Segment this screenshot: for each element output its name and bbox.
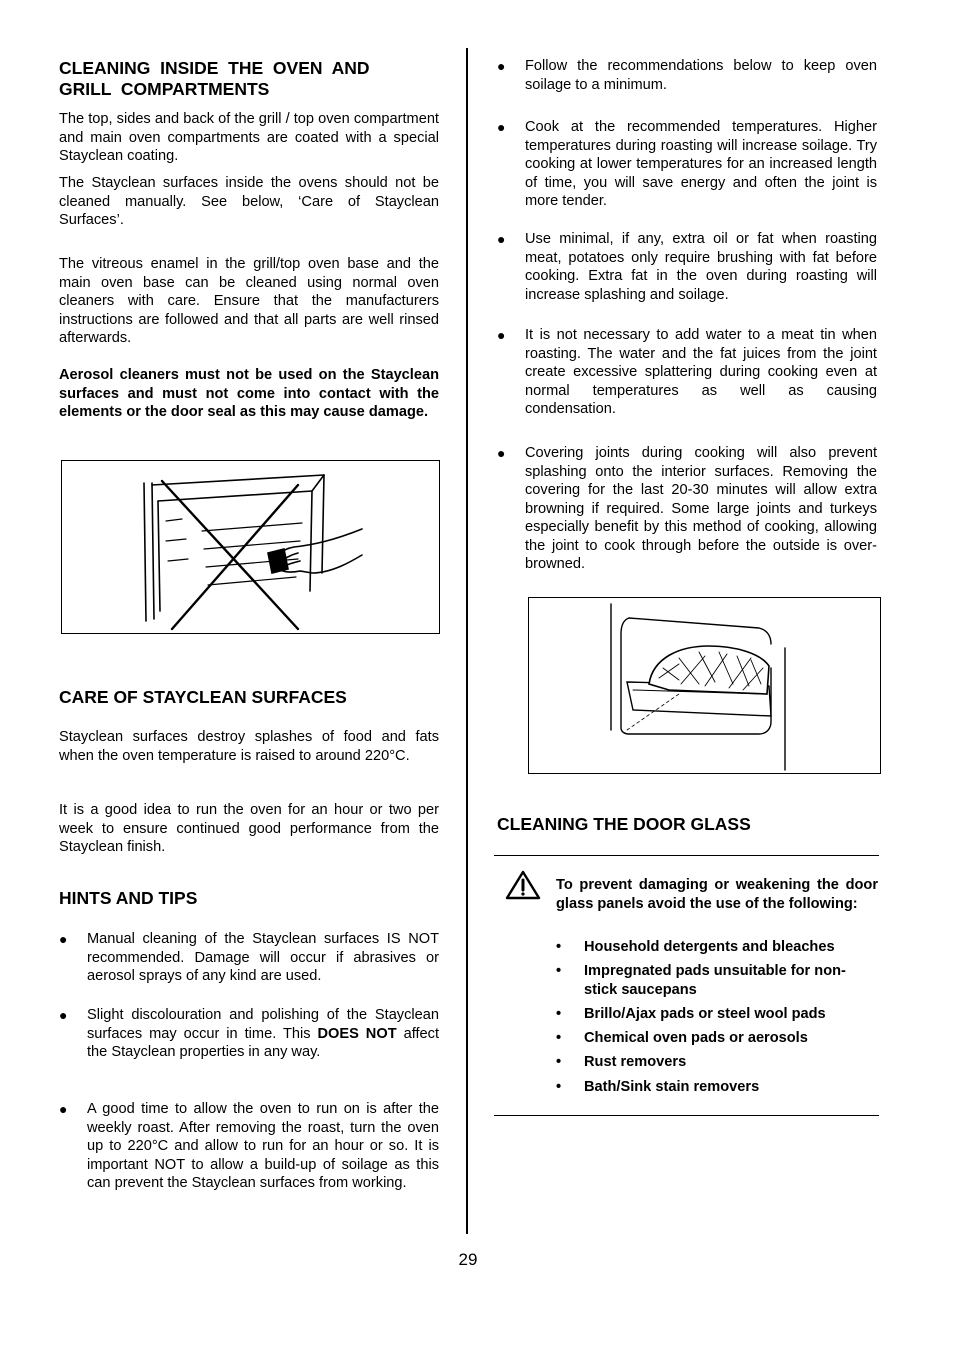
paragraph-no-manual-clean: The Stayclean surfaces inside the ovens should not be cleaned manually. See below, ‘Care of Stayclean Surfaces’. bbox=[59, 175, 439, 228]
warning-icon bbox=[505, 870, 541, 900]
paragraph-run-oven: It is a good idea to run the oven for an hour or two per week to ensure continued good performance from the Stayclean finish. bbox=[59, 802, 439, 855]
recommendation-text: Follow the recommendations below to keep oven soilage to a minimum. bbox=[525, 58, 877, 93]
column-divider bbox=[466, 48, 468, 1234]
bullet-icon: • bbox=[556, 1054, 562, 1070]
rule-bottom bbox=[494, 1115, 879, 1116]
bullet-icon: ● bbox=[59, 1101, 68, 1117]
paragraph-coating: The top, sides and back of the grill / top oven compartment and main oven compartments are coated with a special Stayclean coating. bbox=[59, 111, 439, 164]
avoid-item-text: Rust removers bbox=[584, 1054, 687, 1070]
recommendation-text: Use minimal, if any, extra oil or fat when roasting meat, potatoes only require brushing with fat before cooking. Extra fat in the oven during roasting will increase splashing and soilage. bbox=[525, 231, 877, 303]
page-number: 29 bbox=[458, 1250, 478, 1269]
avoid-item-text: Impregnated pads unsuitable for non-stick saucepans bbox=[584, 963, 846, 998]
tip-text: Manual cleaning of the Stayclean surfaces IS NOT recommended. Damage will occur if abrasives or aerosol sprays of any kind are used. bbox=[87, 931, 439, 984]
heading-cleaning-inside bbox=[59, 58, 439, 100]
bullet-icon: • bbox=[556, 1030, 562, 1046]
bullet-icon: • bbox=[556, 1006, 562, 1022]
emphasis-does-not: DOES NOT bbox=[317, 1025, 397, 1042]
avoid-item-text: Brillo/Ajax pads or steel wool pads bbox=[584, 1006, 826, 1022]
avoid-item-text: Household detergents and bleaches bbox=[584, 939, 835, 955]
door-glass-warning: To prevent damaging or weakening the door glass panels avoid the use of the following: bbox=[556, 877, 878, 912]
bullet-icon: ● bbox=[497, 58, 506, 74]
heading-line-1: CLEANING INSIDE THE OVEN AND bbox=[59, 58, 370, 78]
aerosol-warning: Aerosol cleaners must not be used on the Stayclean surfaces and must not come into contact with the elements or the door seal as this may cause damage. bbox=[59, 367, 439, 420]
heading-hints-tips: HINTS AND TIPS bbox=[59, 888, 198, 908]
recommendation-text: Cook at the recommended temperatures. Higher temperatures during roasting will increase soilage. Try cooking at lower temperatures for an increased length of time, you will save energy and often the joint is more tender. bbox=[525, 119, 877, 209]
avoid-item-text: Bath/Sink stain removers bbox=[584, 1079, 760, 1095]
recommendation-text: It is not necessary to add water to a meat tin when roasting. The water and the fat juices from the joint create excessive splattering during cooking even at normal temperatures as well as causing condensation. bbox=[525, 327, 877, 417]
bullet-icon: ● bbox=[59, 1007, 68, 1023]
bullet-icon: ● bbox=[497, 119, 506, 135]
bullet-icon: ● bbox=[497, 327, 506, 343]
bullet-icon: ● bbox=[497, 445, 506, 461]
avoid-item-text: Chemical oven pads or aerosols bbox=[584, 1030, 808, 1046]
bullet-icon: ● bbox=[497, 231, 506, 247]
heading-care-stayclean: CARE OF STAYCLEAN SURFACES bbox=[59, 687, 347, 707]
bullet-icon: • bbox=[556, 1079, 562, 1095]
crossed-out-cleaning-icon bbox=[62, 461, 439, 633]
roast-in-oven-icon bbox=[529, 598, 880, 773]
heading-door-glass: CLEANING THE DOOR GLASS bbox=[497, 814, 751, 834]
illustration-covered-joint bbox=[528, 597, 881, 774]
heading-line-2: GRILL COMPARTMENTS bbox=[59, 79, 270, 99]
rule-top bbox=[494, 855, 879, 856]
bullet-icon: • bbox=[556, 939, 562, 955]
bullet-icon: • bbox=[556, 963, 562, 979]
paragraph-vitreous-enamel: The vitreous enamel in the grill/top oven base and the main oven base can be cleaned using normal oven cleaners with care. Ensure that the manufacturers instructions are followed and that all parts are well rinsed afterwards. bbox=[59, 256, 439, 346]
recommendation-text: Covering joints during cooking will also prevent splashing onto the interior surfaces. Removing the covering for the last 20-30 minutes will allow extra browning if required. Some large joints and turkeys especially benefit by this method of cooking, allowing the joint to cook through before the outside is over-browned. bbox=[525, 445, 877, 572]
paragraph-stayclean-destroys: Stayclean surfaces destroy splashes of food and fats when the oven temperature is raised to around 220°C. bbox=[59, 729, 439, 764]
bullet-icon: ● bbox=[59, 931, 68, 947]
illustration-no-manual-cleaning bbox=[61, 460, 440, 634]
tip-text: A good time to allow the oven to run on is after the weekly roast. After removing the roast, turn the oven up to 220°C and allow to run for an hour or so. It is important NOT to allow a build-up of soilage as this can prevent the Stayclean surfaces from working. bbox=[87, 1101, 439, 1191]
tip-text: Slight discolouration and polishing of the Stayclean surfaces may occur in time. This DOES NOT affect the Stayclean properties in any way. bbox=[87, 1007, 440, 1060]
